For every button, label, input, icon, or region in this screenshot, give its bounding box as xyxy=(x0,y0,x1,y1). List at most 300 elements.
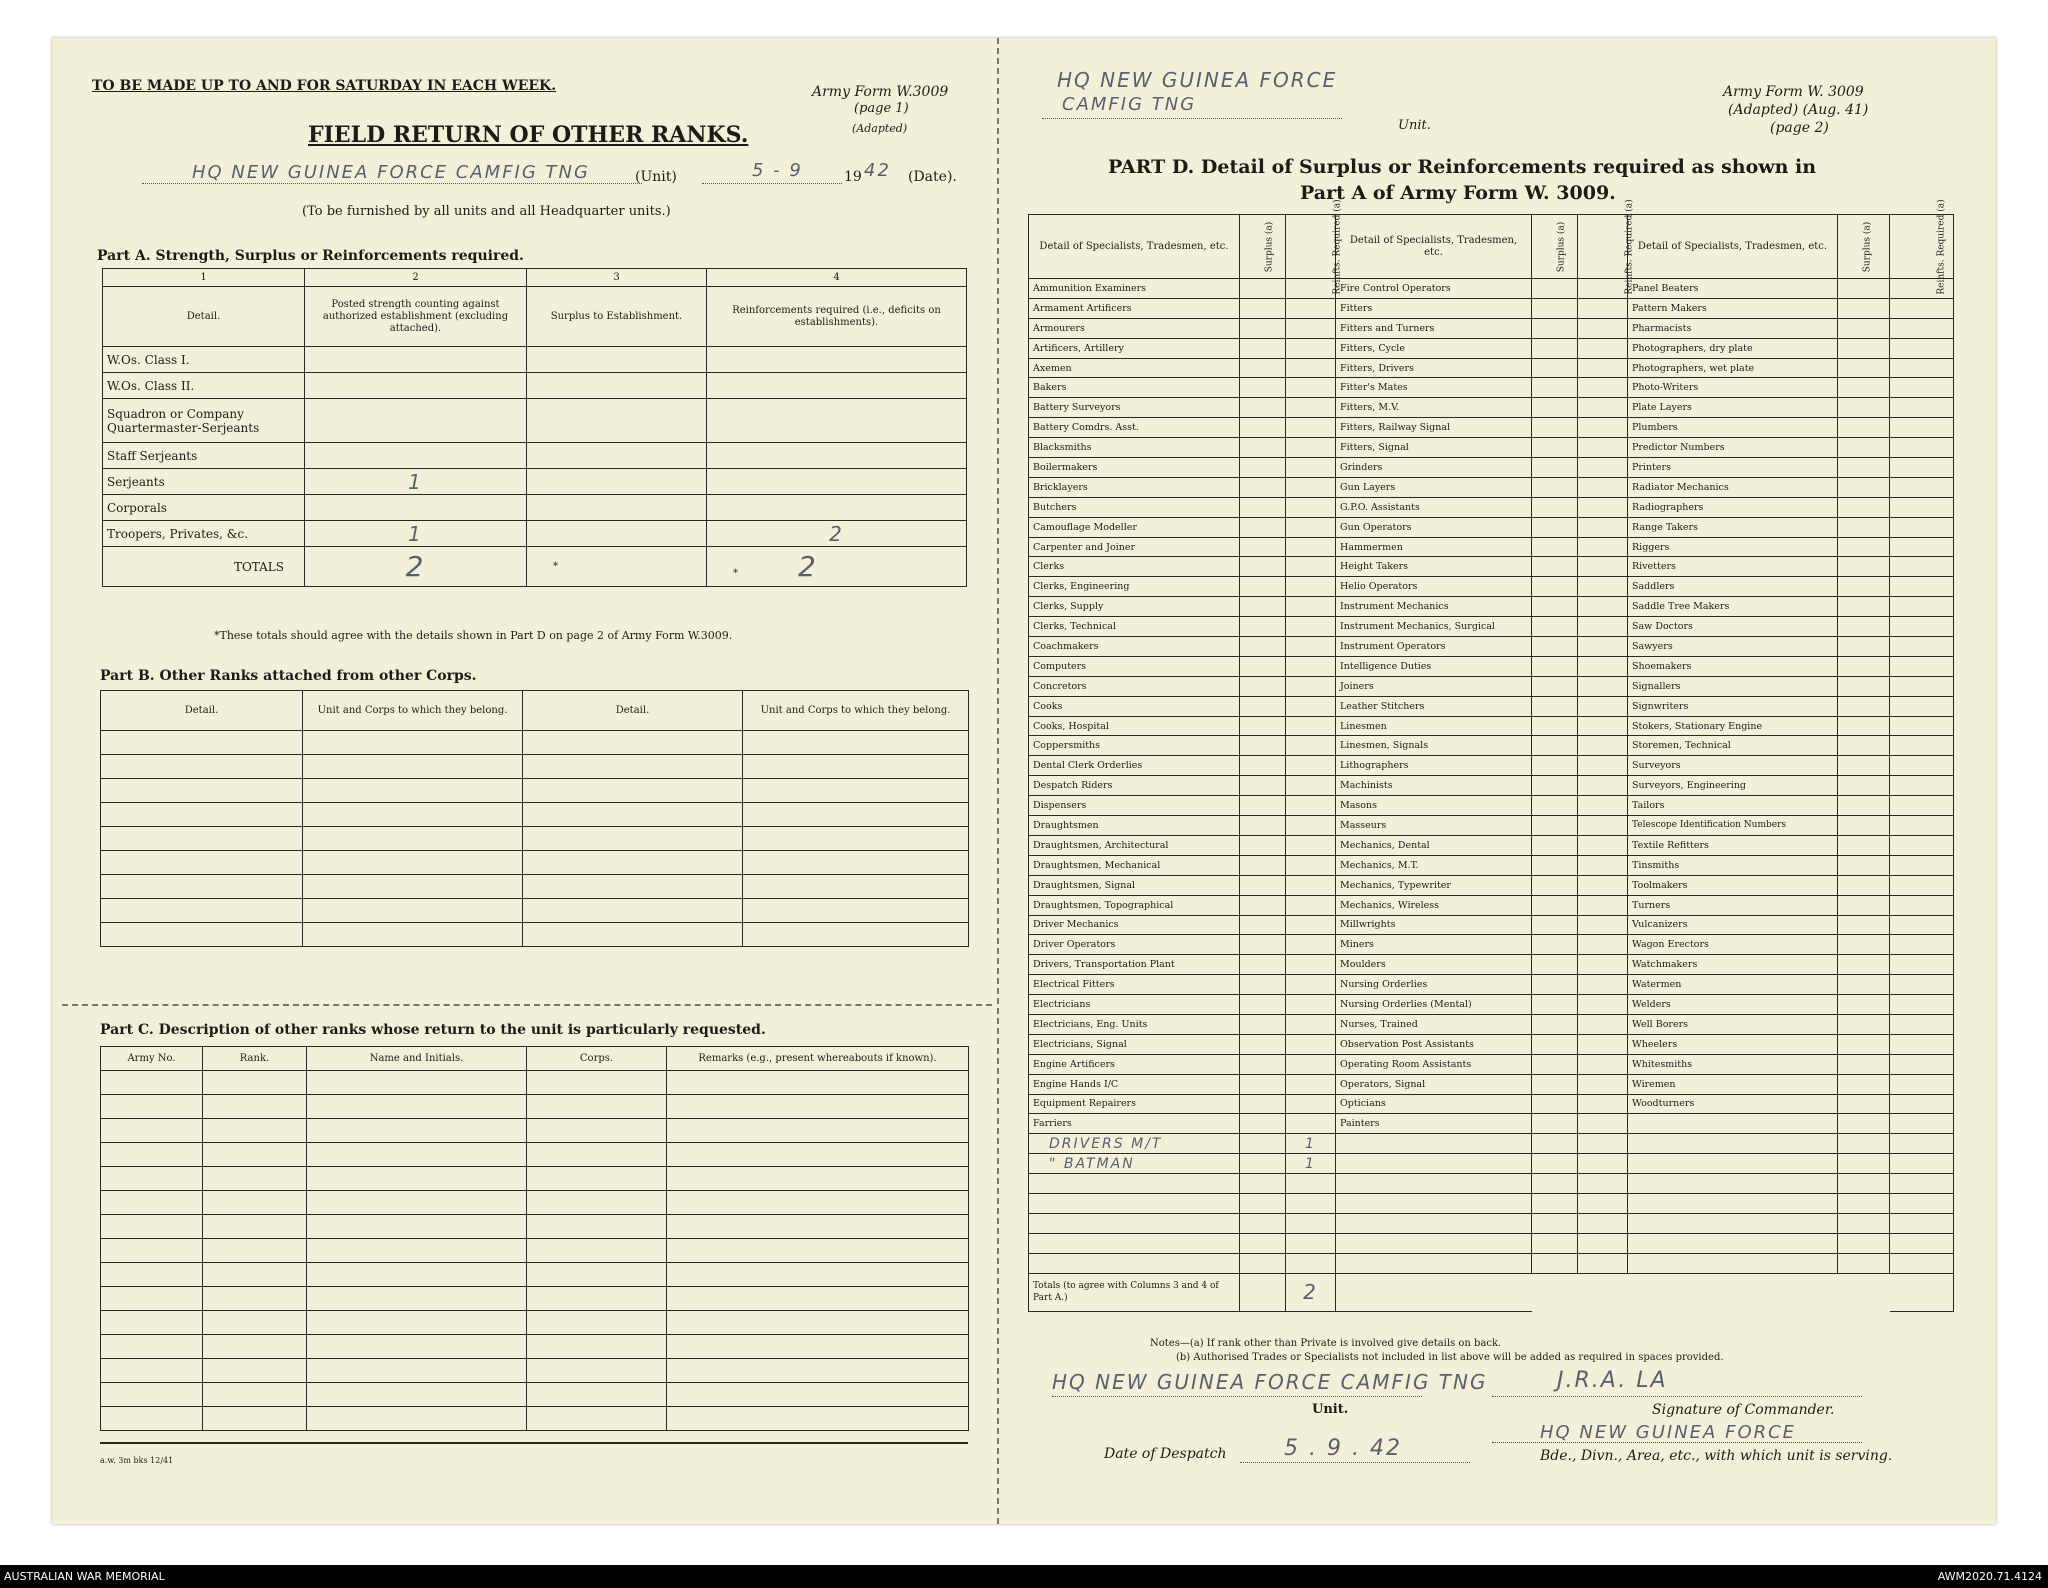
part-d-reinf xyxy=(1286,637,1336,657)
part-b-table xyxy=(100,690,969,947)
part-d-reinf xyxy=(1890,1034,1954,1054)
part-d-detail: Saw Doctors xyxy=(1628,617,1838,637)
part-d-surplus xyxy=(1838,298,1890,318)
part-a-posted xyxy=(305,373,527,399)
part-d-detail: Whitesmiths xyxy=(1628,1054,1838,1074)
part-d-surplus xyxy=(1838,537,1890,557)
part-d-reinf xyxy=(1578,1174,1628,1194)
part-d-detail: Opticians xyxy=(1336,1094,1532,1114)
part-d-surplus xyxy=(1240,1134,1286,1154)
part-d-surplus xyxy=(1532,796,1578,816)
part-c-row xyxy=(101,1263,969,1287)
part-a-posted xyxy=(305,399,527,443)
part-d-detail: Riggers xyxy=(1628,537,1838,557)
part-d-surplus xyxy=(1532,298,1578,318)
part-d-surplus xyxy=(1532,955,1578,975)
part-d-detail: Masons xyxy=(1336,796,1532,816)
part-c-row xyxy=(101,1071,969,1095)
part-c-cell xyxy=(203,1407,307,1431)
part-c-cell xyxy=(203,1167,307,1191)
part-d-row xyxy=(1029,1114,1954,1134)
part-c-cell xyxy=(203,1359,307,1383)
part-c-cell xyxy=(527,1215,667,1239)
part-d-row xyxy=(1029,656,1954,676)
right-form-reference: Army Form W. 3009 xyxy=(1723,84,1864,100)
part-c-head-remarks: Remarks (e.g., present whereabouts if known). xyxy=(667,1047,969,1071)
part-d-detail xyxy=(1029,1193,1240,1213)
archive-id: AWM2020.71.4124 xyxy=(1937,1570,2042,1583)
part-b-cell xyxy=(523,827,743,851)
part-a-detail: Staff Serjeants xyxy=(103,443,305,469)
furnish-note: (To be furnished by all units and all Headquarter units.) xyxy=(302,204,671,219)
part-d-surplus xyxy=(1240,458,1286,478)
part-c-cell xyxy=(203,1263,307,1287)
part-d-surplus xyxy=(1838,517,1890,537)
part-d-surplus xyxy=(1532,418,1578,438)
part-d-reinf xyxy=(1578,1094,1628,1114)
print-code: a.w. 3m bks 12/41 xyxy=(100,1456,174,1465)
part-d-reinf xyxy=(1890,537,1954,557)
part-c-cell xyxy=(203,1095,307,1119)
part-d-reinf xyxy=(1578,418,1628,438)
part-d-surplus xyxy=(1838,1054,1890,1074)
part-c-row xyxy=(101,1407,969,1431)
part-d-reinf xyxy=(1578,1253,1628,1273)
part-d-detail: Leather Stitchers xyxy=(1336,696,1532,716)
part-d-surplus xyxy=(1532,1193,1578,1213)
part-d-row xyxy=(1029,935,1954,955)
part-d-row xyxy=(1029,975,1954,995)
part-d-detail: Coppersmiths xyxy=(1029,736,1240,756)
part-d-detail: Saddle Tree Makers xyxy=(1628,597,1838,617)
part-d-row xyxy=(1029,1154,1954,1174)
part-d-detail: Miners xyxy=(1336,935,1532,955)
part-b-cell xyxy=(523,851,743,875)
part-d-reinf xyxy=(1286,577,1336,597)
part-d-surplus xyxy=(1532,477,1578,497)
part-d-row xyxy=(1029,816,1954,836)
part-d-detail xyxy=(1628,1154,1838,1174)
part-d-row xyxy=(1029,1074,1954,1094)
col-num-2: 2 xyxy=(305,269,527,287)
part-d-surplus xyxy=(1532,1114,1578,1134)
part-b-title: Part B. Other Ranks attached from other Corps. xyxy=(100,668,477,684)
part-d-surplus xyxy=(1838,696,1890,716)
part-a-table xyxy=(102,268,967,587)
part-d-reinf xyxy=(1578,816,1628,836)
part-d-reinf xyxy=(1890,676,1954,696)
part-b-cell xyxy=(523,803,743,827)
part-d-head-reinf-1: Reinfts. Required (a) xyxy=(1286,215,1336,279)
part-d-detail: Shoemakers xyxy=(1628,656,1838,676)
part-d-head-reinf-3: Reinfts. Required (a) xyxy=(1890,215,1954,279)
part-c-cell xyxy=(527,1071,667,1095)
part-d-surplus xyxy=(1838,855,1890,875)
part-b-cell xyxy=(303,731,523,755)
part-b-cell xyxy=(743,827,969,851)
part-a-row xyxy=(103,443,967,469)
part-d-surplus xyxy=(1838,875,1890,895)
part-d-surplus xyxy=(1838,975,1890,995)
part-d-reinf xyxy=(1286,935,1336,955)
part-b-cell xyxy=(101,923,303,947)
part-d-surplus xyxy=(1240,776,1286,796)
part-d-detail: Concretors xyxy=(1029,676,1240,696)
part-d-detail: Driver Mechanics xyxy=(1029,915,1240,935)
notes-b: (b) Authorised Trades or Specialists not included in list above will be added as required in spaces provided. xyxy=(1176,1352,1724,1363)
part-d-surplus xyxy=(1240,875,1286,895)
part-d-surplus xyxy=(1240,298,1286,318)
part-d-surplus xyxy=(1532,1034,1578,1054)
right-unit-line xyxy=(1042,118,1342,119)
part-d-reinf xyxy=(1578,935,1628,955)
part-a-surplus xyxy=(527,443,707,469)
part-c-cell xyxy=(667,1239,969,1263)
part-d-detail: Fitters, Railway Signal xyxy=(1336,418,1532,438)
part-d-detail: Observation Post Assistants xyxy=(1336,1034,1532,1054)
archive-footer xyxy=(0,1565,2048,1588)
part-d-surplus xyxy=(1838,398,1890,418)
part-d-reinf xyxy=(1286,279,1336,299)
part-a-reinforcements xyxy=(707,443,967,469)
part-a-reinforcements xyxy=(707,495,967,521)
part-d-detail: Farriers xyxy=(1029,1114,1240,1134)
part-d-surplus xyxy=(1532,1213,1578,1233)
part-c-cell xyxy=(527,1119,667,1143)
part-d-reinf xyxy=(1578,1193,1628,1213)
part-d-surplus xyxy=(1532,676,1578,696)
part-c-cell xyxy=(527,1191,667,1215)
part-d-detail: Intelligence Duties xyxy=(1336,656,1532,676)
part-d-row xyxy=(1029,458,1954,478)
part-d-reinf xyxy=(1890,1094,1954,1114)
part-c-cell xyxy=(101,1239,203,1263)
part-d-reinf xyxy=(1286,557,1336,577)
part-d-reinf xyxy=(1286,855,1336,875)
part-d-surplus xyxy=(1240,1034,1286,1054)
part-d-detail: DRIVERS M/T xyxy=(1029,1134,1240,1154)
part-c-cell xyxy=(101,1215,203,1239)
part-d-surplus xyxy=(1838,895,1890,915)
part-d-surplus xyxy=(1532,895,1578,915)
part-d-surplus xyxy=(1532,1054,1578,1074)
part-d-surplus xyxy=(1838,716,1890,736)
date-line xyxy=(702,183,842,184)
part-d-reinf xyxy=(1578,438,1628,458)
part-d-reinf xyxy=(1578,1034,1628,1054)
part-d-row xyxy=(1029,577,1954,597)
part-c-cell xyxy=(101,1119,203,1143)
part-a-detail: Troopers, Privates, &c. xyxy=(103,521,305,547)
total-posted: 2 xyxy=(305,547,527,587)
part-d-detail: Joiners xyxy=(1336,676,1532,696)
part-d-row xyxy=(1029,1134,1954,1154)
part-d-reinf xyxy=(1890,855,1954,875)
part-d-surplus xyxy=(1240,915,1286,935)
part-d-reinf xyxy=(1890,398,1954,418)
part-d-reinf xyxy=(1286,915,1336,935)
part-d-surplus xyxy=(1240,1233,1286,1253)
part-a-row xyxy=(103,469,967,495)
part-c-cell xyxy=(667,1215,969,1239)
part-d-detail xyxy=(1029,1174,1240,1194)
part-d-surplus xyxy=(1240,1054,1286,1074)
part-d-reinf xyxy=(1890,1253,1954,1273)
part-d-reinf xyxy=(1890,895,1954,915)
part-d-reinf xyxy=(1578,656,1628,676)
part-b-row xyxy=(101,803,969,827)
part-c-separator xyxy=(62,1004,992,1006)
part-d-surplus xyxy=(1532,1154,1578,1174)
part-d-surplus xyxy=(1240,1114,1286,1134)
part-d-surplus xyxy=(1240,935,1286,955)
part-d-reinf xyxy=(1890,796,1954,816)
part-d-surplus xyxy=(1532,656,1578,676)
part-d-detail: Vulcanizers xyxy=(1628,915,1838,935)
part-d-reinf xyxy=(1578,398,1628,418)
part-d-surplus xyxy=(1532,1094,1578,1114)
part-d-reinf: 1 xyxy=(1286,1134,1336,1154)
part-d-row xyxy=(1029,756,1954,776)
part-b-cell xyxy=(101,827,303,851)
part-d-reinf xyxy=(1578,1114,1628,1134)
part-d-detail: Pharmacists xyxy=(1628,318,1838,338)
part-a-reinforcements xyxy=(707,373,967,399)
part-a-surplus xyxy=(527,469,707,495)
part-d-reinf xyxy=(1286,358,1336,378)
part-d-detail: Clerks, Technical xyxy=(1029,617,1240,637)
part-d-reinf xyxy=(1578,517,1628,537)
part-d-surplus xyxy=(1532,855,1578,875)
part-d-detail xyxy=(1029,1233,1240,1253)
part-d-surplus xyxy=(1838,1134,1890,1154)
part-d-detail: Blacksmiths xyxy=(1029,438,1240,458)
part-a-posted: 1 xyxy=(305,469,527,495)
part-d-detail: Electrical Fitters xyxy=(1029,975,1240,995)
part-d-reinf xyxy=(1286,656,1336,676)
part-a-surplus xyxy=(527,495,707,521)
part-d-surplus xyxy=(1838,497,1890,517)
part-d-surplus xyxy=(1532,1253,1578,1273)
part-c-cell xyxy=(203,1311,307,1335)
part-d-detail: Radiographers xyxy=(1628,497,1838,517)
part-d-detail: Armourers xyxy=(1029,318,1240,338)
part-d-head-detail-3: Detail of Specialists, Tradesmen, etc. xyxy=(1628,215,1838,279)
part-d-detail: Battery Comdrs. Asst. xyxy=(1029,418,1240,438)
part-d-surplus xyxy=(1532,816,1578,836)
part-d-detail xyxy=(1628,1253,1838,1273)
part-a-row xyxy=(103,521,967,547)
part-d-reinf xyxy=(1890,776,1954,796)
form-reference: Army Form W.3009 xyxy=(812,84,949,100)
part-d-reinf xyxy=(1890,736,1954,756)
part-a-surplus xyxy=(527,373,707,399)
part-d-detail: Nursing Orderlies (Mental) xyxy=(1336,995,1532,1015)
part-b-row xyxy=(101,851,969,875)
part-d-surplus xyxy=(1240,597,1286,617)
part-d-reinf xyxy=(1890,995,1954,1015)
part-c-cell xyxy=(307,1071,527,1095)
part-c-cell xyxy=(527,1263,667,1287)
part-d-surplus xyxy=(1838,995,1890,1015)
part-d-detail: Instrument Operators xyxy=(1336,637,1532,657)
part-d-reinf xyxy=(1286,1054,1336,1074)
part-c-cell xyxy=(527,1287,667,1311)
part-d-detail: Cooks, Hospital xyxy=(1029,716,1240,736)
part-d-detail: Instrument Mechanics, Surgical xyxy=(1336,617,1532,637)
part-c-head-name: Name and Initials. xyxy=(307,1047,527,1071)
part-d-detail: Panel Beaters xyxy=(1628,279,1838,299)
part-d-reinf xyxy=(1286,736,1336,756)
part-d-detail: Photographers, dry plate xyxy=(1628,338,1838,358)
part-d-surplus xyxy=(1532,696,1578,716)
part-d-surplus xyxy=(1240,656,1286,676)
part-c-cell xyxy=(527,1383,667,1407)
part-d-surplus xyxy=(1240,1014,1286,1034)
part-b-cell xyxy=(523,899,743,923)
right-unit-handwritten-2: CAMFIG TNG xyxy=(1062,94,1197,115)
col-head-posted: Posted strength counting against authorized establishment (excluding attached). xyxy=(305,287,527,347)
part-a-surplus xyxy=(527,399,707,443)
part-d-row xyxy=(1029,1054,1954,1074)
part-d-reinf xyxy=(1578,915,1628,935)
part-c-table xyxy=(100,1046,969,1431)
part-d-surplus xyxy=(1838,1014,1890,1034)
part-d-detail xyxy=(1336,1253,1532,1273)
part-c-cell xyxy=(101,1311,203,1335)
part-d-detail: Electricians xyxy=(1029,995,1240,1015)
part-d-detail xyxy=(1628,1174,1838,1194)
part-d-detail: Bakers xyxy=(1029,378,1240,398)
part-d-totals-blank-2 xyxy=(1532,1273,1578,1311)
part-d-surplus xyxy=(1838,1233,1890,1253)
part-d-reinf xyxy=(1578,1134,1628,1154)
part-d-row xyxy=(1029,875,1954,895)
part-c-cell xyxy=(101,1359,203,1383)
part-d-reinf xyxy=(1578,577,1628,597)
part-c-bottom-rule xyxy=(100,1442,968,1444)
part-b-cell xyxy=(303,923,523,947)
part-d-reinf xyxy=(1578,835,1628,855)
part-c-cell xyxy=(307,1359,527,1383)
part-d-detail xyxy=(1029,1253,1240,1273)
part-d-reinf xyxy=(1890,1154,1954,1174)
part-c-cell xyxy=(667,1287,969,1311)
part-a-row xyxy=(103,495,967,521)
part-d-detail: Fire Control Operators xyxy=(1336,279,1532,299)
part-d-detail: Storemen, Technical xyxy=(1628,736,1838,756)
part-d-row xyxy=(1029,1034,1954,1054)
part-d-reinf xyxy=(1286,816,1336,836)
part-d-surplus xyxy=(1838,1253,1890,1273)
part-d-surplus xyxy=(1240,617,1286,637)
part-c-cell xyxy=(527,1095,667,1119)
part-d-reinf xyxy=(1890,298,1954,318)
part-d-row xyxy=(1029,279,1954,299)
part-d-reinf xyxy=(1286,617,1336,637)
unit-signature-handwritten: HQ NEW GUINEA FORCE CAMFIG TNG xyxy=(1052,1370,1488,1394)
part-d-detail: Tinsmiths xyxy=(1628,855,1838,875)
part-d-surplus xyxy=(1532,338,1578,358)
part-d-reinf xyxy=(1890,378,1954,398)
part-d-detail xyxy=(1336,1233,1532,1253)
part-d-detail xyxy=(1628,1213,1838,1233)
part-d-surplus xyxy=(1532,716,1578,736)
part-d-row xyxy=(1029,1174,1954,1194)
part-a-footnote: *These totals should agree with the details shown in Part D on page 2 of Army Form W.3009. xyxy=(214,629,733,642)
part-b-cell xyxy=(743,731,969,755)
part-c-cell xyxy=(101,1407,203,1431)
part-d-surplus xyxy=(1838,756,1890,776)
part-d-detail: Watermen xyxy=(1628,975,1838,995)
part-c-cell xyxy=(101,1287,203,1311)
part-d-surplus xyxy=(1240,696,1286,716)
right-unit-handwritten-1: HQ NEW GUINEA FORCE xyxy=(1057,68,1338,92)
part-d-detail xyxy=(1336,1134,1532,1154)
part-d-surplus xyxy=(1532,995,1578,1015)
part-d-surplus xyxy=(1838,1154,1890,1174)
part-d-surplus xyxy=(1532,1134,1578,1154)
part-d-surplus xyxy=(1240,975,1286,995)
part-d-reinf xyxy=(1286,418,1336,438)
part-d-row xyxy=(1029,855,1954,875)
total-surplus: * xyxy=(527,547,707,587)
part-a-surplus xyxy=(527,347,707,373)
part-d-detail: Signallers xyxy=(1628,676,1838,696)
part-d-detail: Battery Surveyors xyxy=(1029,398,1240,418)
part-d-reinf xyxy=(1578,1213,1628,1233)
part-d-detail: Armament Artificers xyxy=(1029,298,1240,318)
part-c-cell xyxy=(307,1383,527,1407)
part-c-cell xyxy=(101,1191,203,1215)
part-b-cell xyxy=(303,875,523,899)
part-a-surplus xyxy=(527,521,707,547)
part-d-surplus xyxy=(1838,656,1890,676)
part-d-surplus xyxy=(1838,637,1890,657)
part-d-totals-label: Totals (to agree with Columns 3 and 4 of Part A.) xyxy=(1029,1273,1240,1311)
part-d-surplus xyxy=(1838,935,1890,955)
part-c-row xyxy=(101,1287,969,1311)
part-d-row xyxy=(1029,517,1954,537)
part-d-surplus xyxy=(1532,497,1578,517)
part-d-reinf xyxy=(1286,776,1336,796)
part-d-reinf xyxy=(1890,1014,1954,1034)
part-d-detail xyxy=(1628,1114,1838,1134)
part-c-cell xyxy=(307,1191,527,1215)
part-d-detail: Wheelers xyxy=(1628,1034,1838,1054)
part-d-surplus xyxy=(1532,637,1578,657)
part-d-row xyxy=(1029,438,1954,458)
part-d-detail: Draughtsmen, Signal xyxy=(1029,875,1240,895)
total-reinforcements: * 2 xyxy=(707,547,967,587)
part-c-row xyxy=(101,1191,969,1215)
part-d-surplus xyxy=(1838,835,1890,855)
part-b-cell xyxy=(101,779,303,803)
part-d-reinf xyxy=(1286,796,1336,816)
part-c-cell xyxy=(101,1095,203,1119)
part-d-detail: Fitter's Mates xyxy=(1336,378,1532,398)
part-a-reinforcements xyxy=(707,469,967,495)
part-c-cell xyxy=(667,1143,969,1167)
part-d-surplus xyxy=(1240,318,1286,338)
part-d-surplus xyxy=(1838,736,1890,756)
part-d-detail: Linesmen, Signals xyxy=(1336,736,1532,756)
part-d-surplus xyxy=(1838,577,1890,597)
part-d-detail: Computers xyxy=(1029,656,1240,676)
part-d-reinf xyxy=(1578,736,1628,756)
part-d-reinf xyxy=(1286,1213,1336,1233)
part-c-row xyxy=(101,1119,969,1143)
